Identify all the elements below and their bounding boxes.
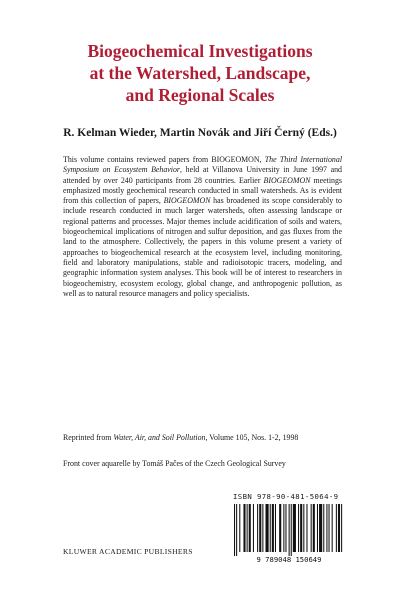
barcode-bar xyxy=(329,504,330,552)
reprint-journal: Water, Air, and Soil Pollution xyxy=(113,433,206,442)
barcode-bar xyxy=(306,504,307,552)
description-text-1: This volume contains reviewed papers from BIOGEOMON, xyxy=(63,155,265,164)
barcode-bar xyxy=(326,504,327,552)
barcode-bar xyxy=(279,504,281,552)
barcode-bar xyxy=(332,504,333,552)
book-title-line-2: at the Watershed, Landscape, xyxy=(89,63,311,83)
barcode xyxy=(230,502,348,564)
description-italic-2: BIOGEOMON xyxy=(263,175,311,185)
barcode-bar xyxy=(236,504,237,556)
description-text-4: has broadened its scope considerably to include research conducted in much larger watersheds, often assessing landscape or regional patterns and processes. Major themes include acidification of soils and waters, biogeochemical implications of nitrogen and sulfur deposition, and gas fluxes from the land to the atmosphere. Collectively, the papers in this volume present a variety of approaches to biogeochemical research at the ecosystem level, including monitoring, field and laboratory manipulations, stable and radioisotopic tracers, modeling, and geographic information system analyses. This book will be of interest to researchers in biogeochemistry, ecosystem ecology, global change, and anthropogenic pollution, as well as to natural resource managers and policy specialists. xyxy=(63,196,342,298)
description-italic-3: BIOGEOMON xyxy=(163,196,211,206)
barcode-bar xyxy=(289,504,290,556)
barcode-bar xyxy=(247,504,248,552)
barcode-bar xyxy=(283,504,284,552)
barcode-bar xyxy=(285,504,286,552)
barcode-bar xyxy=(270,504,271,552)
barcode-bar xyxy=(259,504,261,552)
cover-credit: Front cover aquarelle by Tomáš Pačes of the Czech Geological Survey xyxy=(63,459,286,468)
description-italic-1: The Third International Symposium on Ecosystem Behavior xyxy=(63,155,343,175)
book-title xyxy=(20,40,380,106)
barcode-bar xyxy=(243,504,245,552)
barcode-bar xyxy=(291,504,292,556)
barcode-bar xyxy=(298,504,299,552)
barcode-bar xyxy=(293,504,296,552)
barcode-bar xyxy=(266,504,269,552)
editors: R. Kelman Wieder, Martin Novák and Jiří Černý (Eds.) xyxy=(63,127,337,139)
reprint-prefix: Reprinted from xyxy=(63,433,114,442)
isbn-label: ISBN 978-90-481-5064-9 xyxy=(233,492,339,501)
barcode-bar xyxy=(234,504,235,556)
publisher-name: KLUWER ACADEMIC PUBLISHERS xyxy=(63,547,193,556)
barcode-bar xyxy=(262,504,263,552)
description-text-2: , held at Villanova University in June 1997 and attended by over 240 participants from 28 countries. Earlier xyxy=(63,165,342,185)
barcode-bar xyxy=(253,504,254,552)
description-text-3: meetings emphasized mostly geochemical research conducted in small watersheds. As is evident from this collection of papers, xyxy=(63,175,342,206)
book-description xyxy=(63,155,342,299)
barcode-bar xyxy=(341,504,342,552)
barcode-bar xyxy=(311,504,312,552)
barcode-bar xyxy=(338,504,340,552)
barcode-bar xyxy=(303,504,304,552)
barcode-digits: 9 789048 150649 xyxy=(256,555,322,564)
barcode-bar xyxy=(323,504,324,552)
barcode-bar xyxy=(272,504,274,552)
barcode-bar xyxy=(319,504,322,552)
barcode-bar xyxy=(239,504,240,552)
barcode-bar xyxy=(249,504,251,552)
barcode-bar xyxy=(336,504,337,552)
barcode-bar xyxy=(313,504,315,552)
barcode-bar xyxy=(275,504,276,552)
barcode-bar xyxy=(317,504,318,552)
reprint-note xyxy=(63,433,353,443)
book-title-line-1: Biogeochemical Investigations xyxy=(87,41,313,61)
barcode-bar xyxy=(257,504,258,552)
reprint-suffix: , Volume 105, Nos. 1-2, 1998 xyxy=(205,433,299,442)
barcode-bar xyxy=(300,504,302,552)
book-title-line-3: and Regional Scales xyxy=(125,85,275,105)
